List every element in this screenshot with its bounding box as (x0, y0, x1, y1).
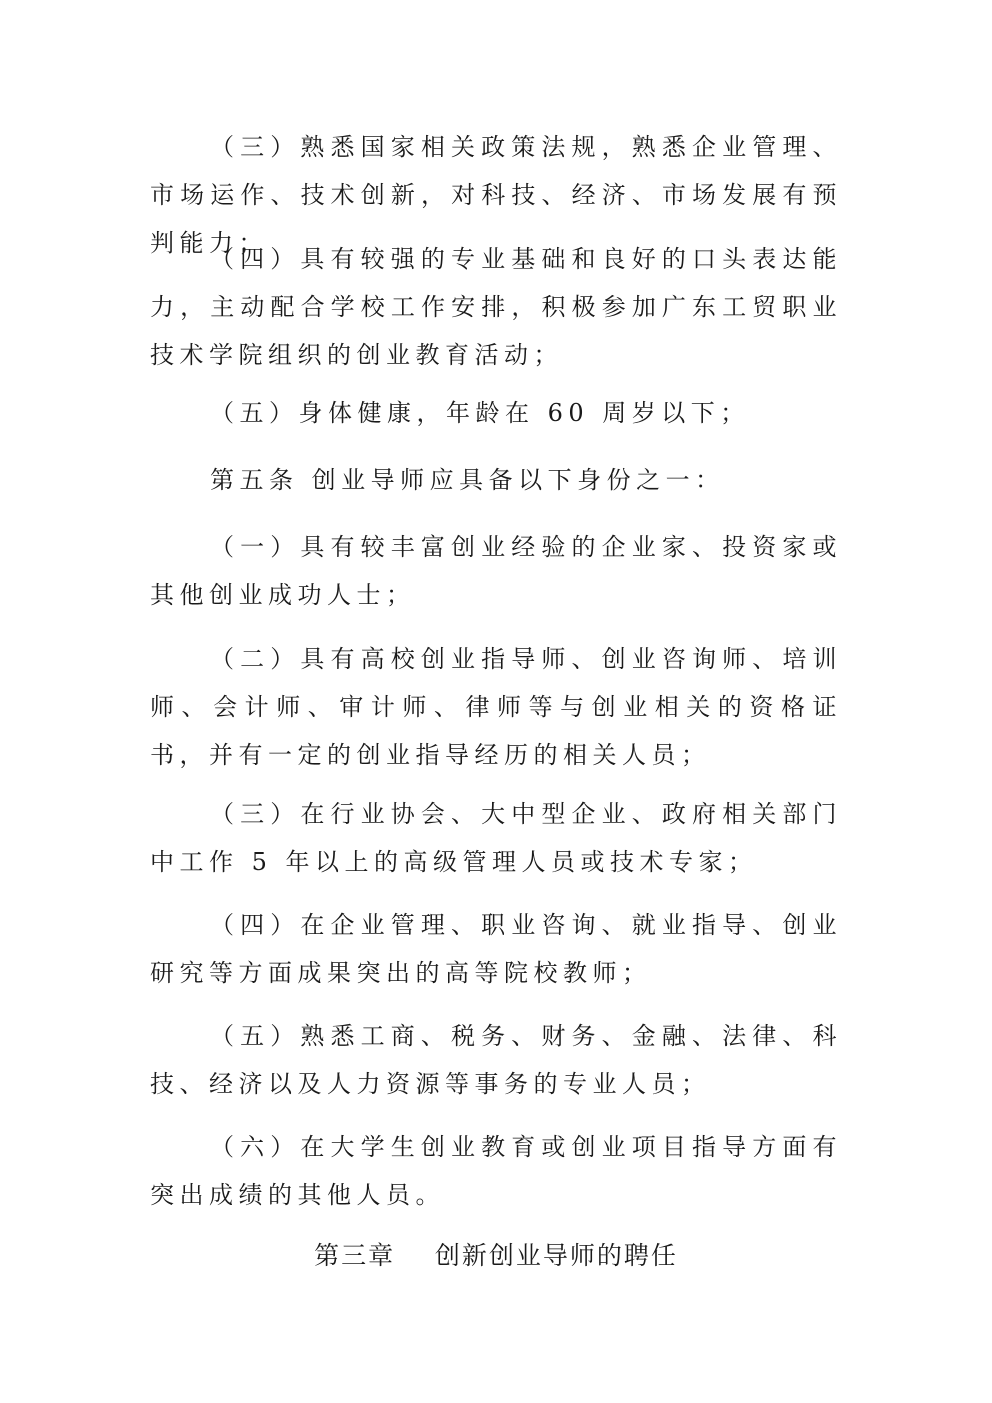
paragraph-identity-2: （二）具有高校创业指导师、创业咨询师、培训师、会计师、审计师、律师等与创业相关的资格证书，并有一定的创业指导经历的相关人员； (150, 645, 842, 769)
paragraph-identity-3: （三）在行业协会、大中型企业、政府相关部门中工作 5 年以上的高级管理人员或技术专家； (150, 800, 842, 876)
chapter-heading: 第三章 创新创业导师的聘任 (314, 1241, 678, 1270)
paragraph-identity-4: （四）在企业管理、职业咨询、就业指导、创业研究等方面成果突出的高等院校教师； (150, 911, 842, 987)
paragraph-identity-5: （五）熟悉工商、税务、财务、金融、法律、科技、经济以及人力资源等事务的专业人员； (150, 1022, 842, 1098)
paragraph-identity-1: （一）具有较丰富创业经验的企业家、投资家或其他创业成功人士； (150, 533, 842, 609)
paragraph-qualification-3: （三）熟悉国家相关政策法规，熟悉企业管理、市场运作、技术创新，对科技、经济、市场发展有预判能力； (150, 133, 842, 257)
article-5-heading: 第五条 创业导师应具备以下身份之一： (210, 466, 725, 494)
paragraph-qualification-4: （四）具有较强的专业基础和良好的口头表达能力，主动配合学校工作安排，积极参加广东工贸职业技术学院组织的创业教育活动； (150, 245, 842, 369)
paragraph-qualification-5: （五）身体健康，年龄在 60 周岁以下； (210, 399, 750, 427)
paragraph-identity-6: （六）在大学生创业教育或创业项目指导方面有突出成绩的其他人员。 (150, 1133, 842, 1209)
